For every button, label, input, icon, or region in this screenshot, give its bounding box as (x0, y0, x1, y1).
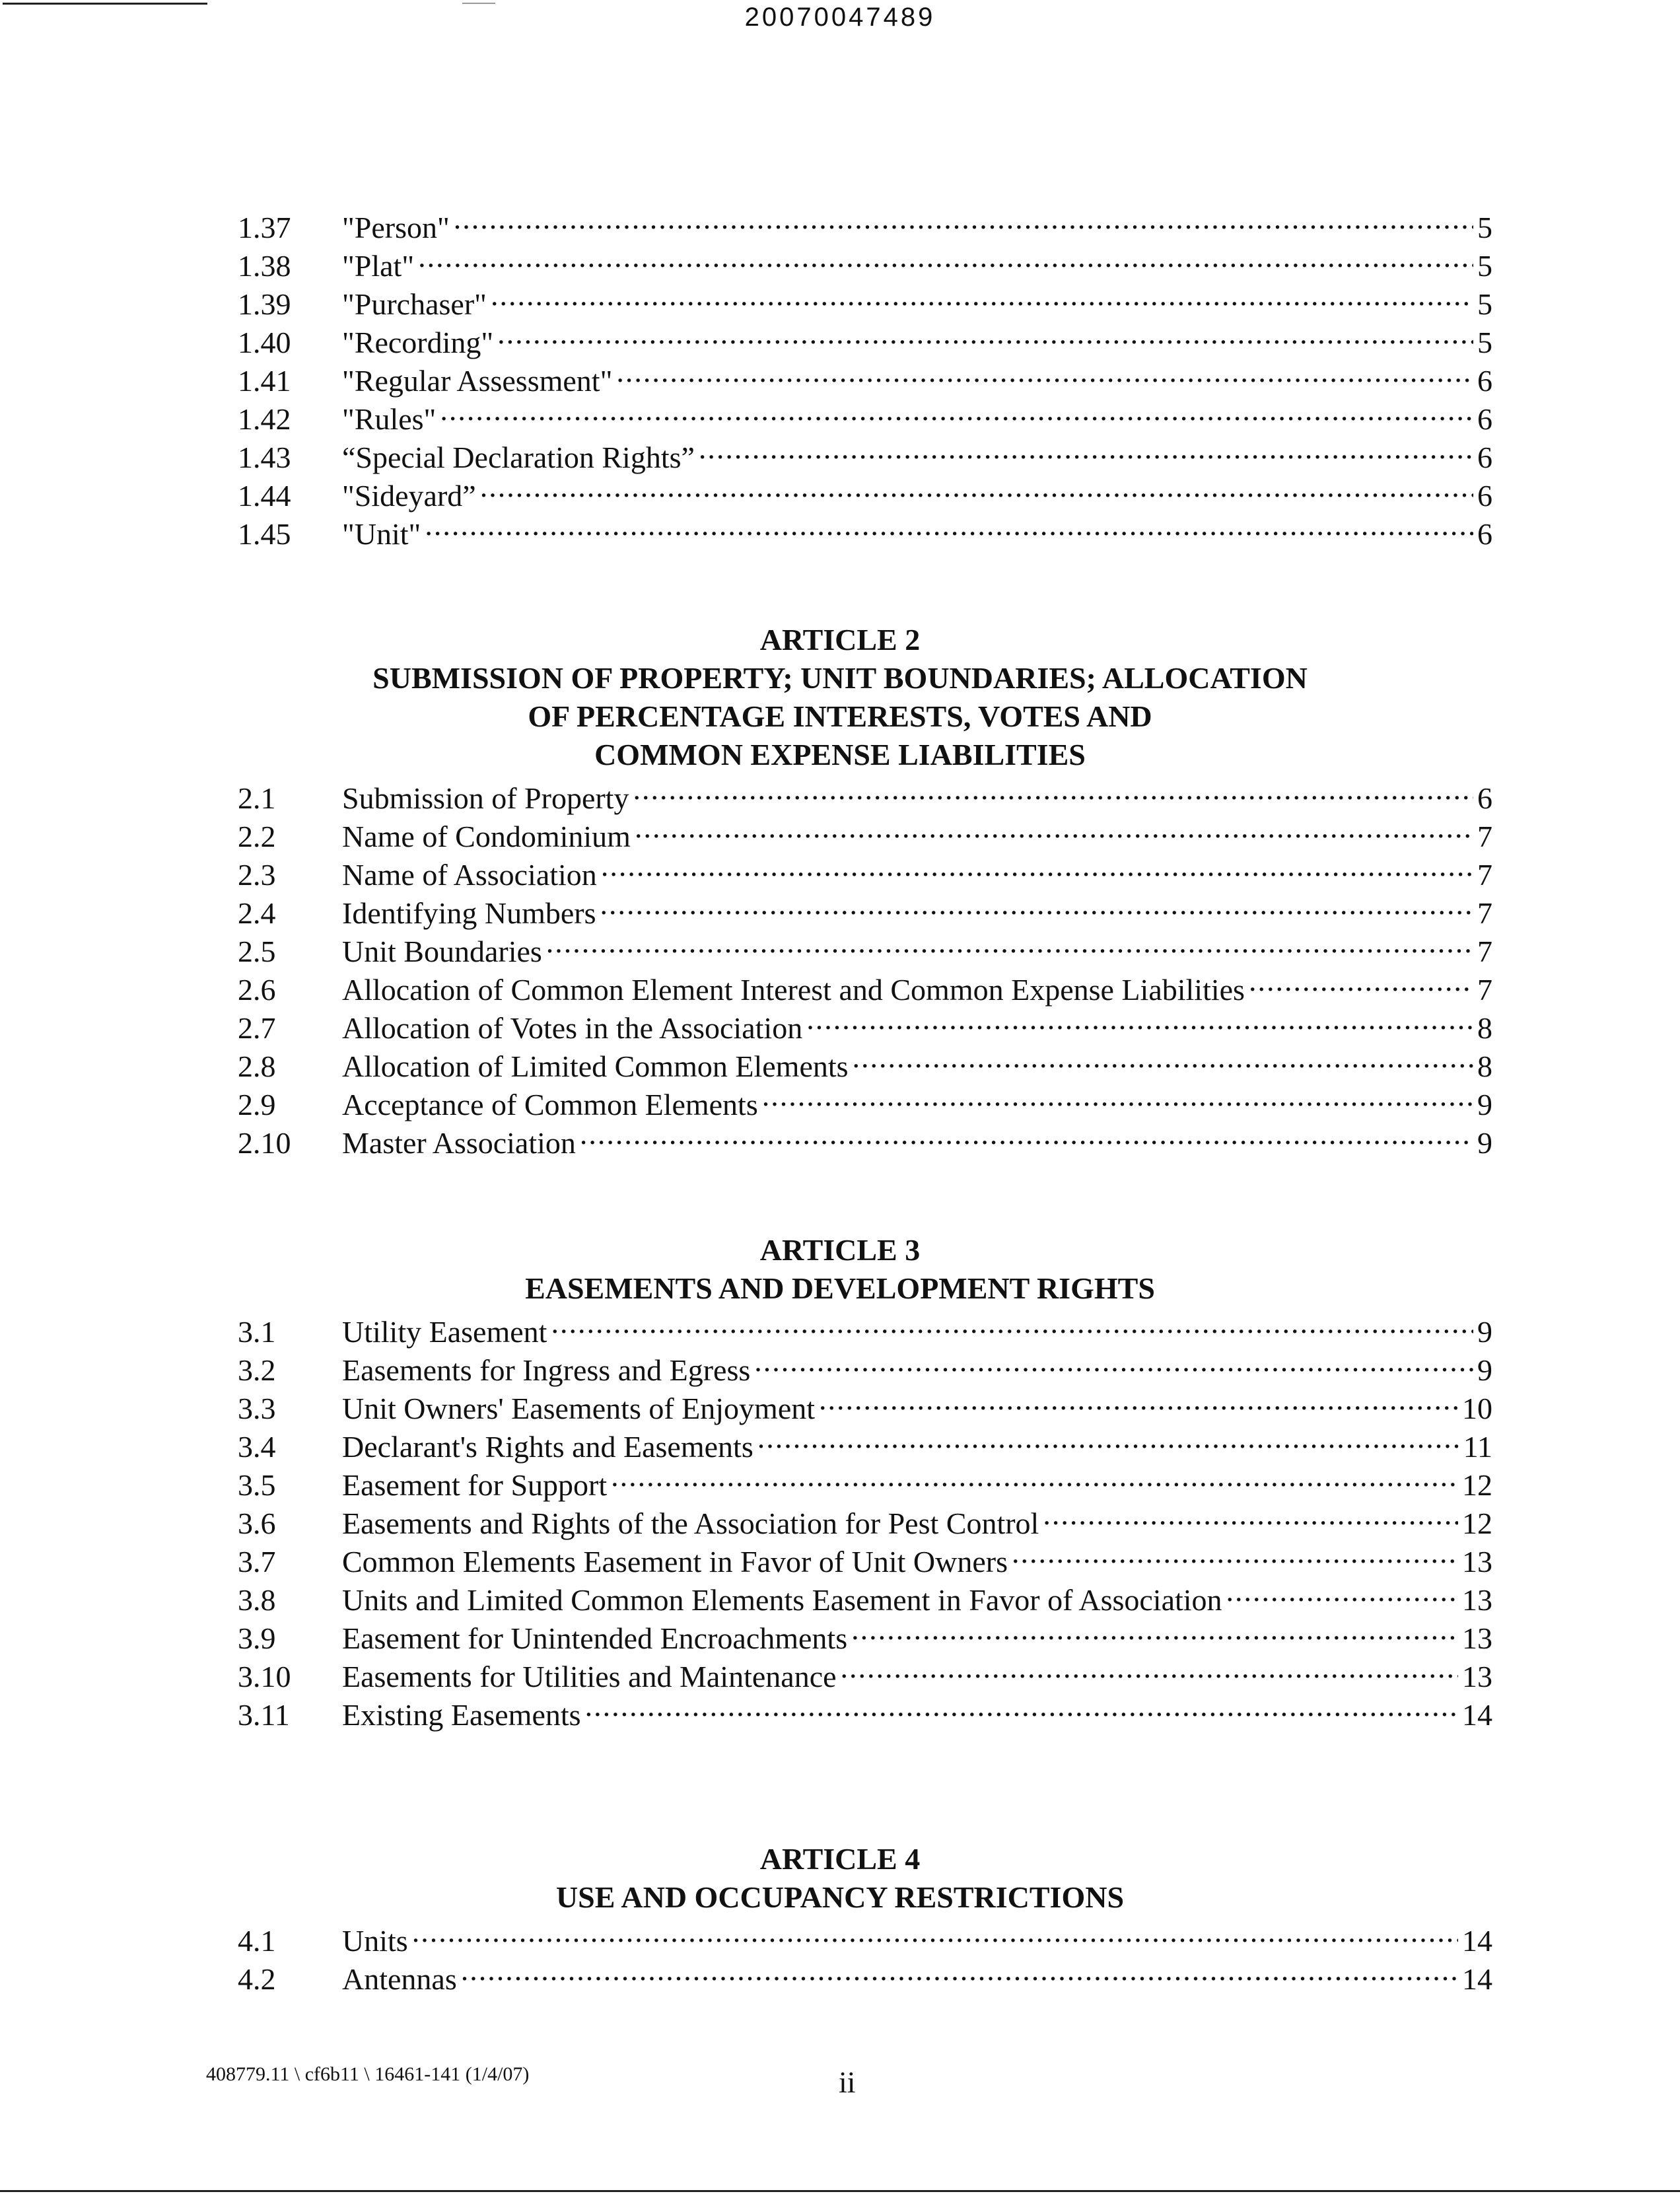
toc-entry-page: 8 (1477, 1049, 1492, 1083)
toc-section-article-3 (238, 1304, 1492, 1732)
toc-entry-title: Unit Owners' Easements of Enjoyment (342, 1392, 816, 1425)
toc-entry-number: 1.41 (238, 364, 291, 398)
toc-entry-title: Declarant's Rights and Easements (342, 1430, 753, 1464)
dot-leader (762, 1077, 1473, 1115)
toc-entry (238, 770, 1492, 815)
toc-entry-number: 2.3 (238, 858, 276, 892)
toc-entry-title: Units and Limited Common Elements Easement in Favor of Association (342, 1583, 1222, 1617)
toc-entry-title: Allocation of Limited Common Elements (342, 1049, 849, 1083)
toc-entry-page: 6 (1477, 402, 1492, 436)
toc-entry-number: 3.6 (238, 1507, 276, 1540)
dot-leader (546, 923, 1473, 962)
toc-entry-number: 2.8 (238, 1049, 276, 1083)
toc-entry-title: Common Elements Easement in Favor of Unit Owners (342, 1545, 1008, 1578)
toc-entry-number: 3.2 (238, 1353, 276, 1387)
toc-entry-title: "Regular Assessment" (342, 364, 613, 398)
toc-entry-title: Units (342, 1924, 408, 1958)
toc-entry-page: 6 (1477, 781, 1492, 815)
toc-entry-page: 5 (1477, 211, 1492, 244)
dot-leader (1012, 1534, 1458, 1572)
dot-leader (699, 429, 1473, 468)
toc-entry-page: 12 (1462, 1468, 1492, 1502)
toc-entry-number: 4.1 (238, 1924, 276, 1958)
footer-reference: 408779.11 \ cf6b11 \ 16461-141 (1/4/07) (206, 2063, 530, 2085)
dot-leader (480, 468, 1473, 506)
scan-artifact-line (0, 2190, 1680, 2192)
toc-entry-page: 7 (1477, 896, 1492, 930)
toc-entry-number: 3.8 (238, 1583, 276, 1617)
toc-section-article-4 (238, 1913, 1492, 1996)
toc-entry-number: 3.5 (238, 1468, 276, 1502)
toc-section-article-2 (238, 770, 1492, 1160)
dot-leader (1249, 962, 1473, 1000)
toc-entry-number: 3.3 (238, 1392, 276, 1425)
toc-entry-number: 2.10 (238, 1126, 291, 1160)
toc-entry-page: 13 (1462, 1545, 1492, 1578)
toc-entry-page: 13 (1462, 1660, 1492, 1693)
toc-entry-page: 13 (1462, 1583, 1492, 1617)
toc-entry-number: 4.2 (238, 1962, 276, 1996)
toc-entry-number: 2.1 (238, 781, 276, 815)
toc-entry-page: 10 (1462, 1392, 1492, 1425)
toc-entry (238, 238, 1492, 283)
toc-entry-title: Unit Boundaries (342, 935, 542, 968)
toc-entry-number: 2.4 (238, 896, 276, 930)
toc-entry-number: 2.2 (238, 820, 276, 853)
toc-entry-number: 2.5 (238, 935, 276, 968)
dot-leader (853, 1038, 1473, 1077)
toc-entry-title: Easement for Unintended Encroachments (342, 1621, 848, 1655)
toc-entry-number: 1.43 (238, 441, 291, 474)
toc-entry-page: 14 (1462, 1698, 1492, 1732)
dot-leader (580, 1115, 1473, 1153)
article-3-heading: ARTICLE 3 (759, 1233, 921, 1267)
toc-entry-number: 1.37 (238, 211, 291, 244)
dot-leader (851, 1610, 1458, 1648)
dot-leader (491, 276, 1473, 314)
toc-entry-number: 1.40 (238, 326, 291, 359)
dot-leader (616, 353, 1473, 391)
dot-leader (757, 1419, 1459, 1457)
document-number: 20070047489 (744, 3, 936, 32)
toc-entry-page: 6 (1477, 364, 1492, 398)
toc-entry (238, 1304, 1492, 1349)
toc-entry-number: 2.7 (238, 1011, 276, 1045)
dot-leader (635, 808, 1473, 847)
toc-entry-page: 12 (1462, 1507, 1492, 1540)
toc-section-article-1 (238, 199, 1492, 551)
toc-entry-title: Easements and Rights of the Association for Pest Control (342, 1507, 1039, 1540)
toc-entry-number: 2.6 (238, 973, 276, 1007)
toc-entry-number: 3.11 (238, 1698, 290, 1732)
toc-entry-page: 5 (1477, 326, 1492, 359)
dot-leader (633, 770, 1473, 808)
toc-entry-title: "Plat" (342, 249, 415, 283)
article-4-subheading: USE AND OCCUPANCY RESTRICTIONS (555, 1880, 1125, 1914)
dot-leader (611, 1457, 1458, 1495)
toc-entry-title: "Rules" (342, 402, 437, 436)
toc-entry-title: Allocation of Common Element Interest and Common Expense Liabilities (342, 973, 1245, 1007)
toc-entry-title: "Sideyard” (342, 479, 476, 513)
toc-entry-title: Acceptance of Common Elements (342, 1088, 758, 1121)
toc-entry-number: 1.42 (238, 402, 291, 436)
dot-leader (418, 238, 1473, 276)
dot-leader (412, 1913, 1458, 1951)
dot-leader (425, 506, 1473, 544)
toc-entry-page: 13 (1462, 1621, 1492, 1655)
toc-entry-page: 5 (1477, 287, 1492, 321)
dot-leader (754, 1342, 1473, 1380)
dot-leader (600, 885, 1473, 923)
dot-leader (601, 847, 1473, 885)
toc-entry-page: 9 (1477, 1315, 1492, 1349)
toc-entry-number: 1.44 (238, 479, 291, 513)
dot-leader (551, 1304, 1473, 1342)
dot-leader (1043, 1495, 1458, 1534)
dot-leader (440, 391, 1473, 429)
toc-entry-title: Antennas (342, 1962, 457, 1996)
toc-entry-title: Name of Condominium (342, 820, 631, 853)
dot-leader (497, 314, 1473, 353)
toc-entry-page: 7 (1477, 935, 1492, 968)
toc-entry (238, 1951, 1492, 1996)
dot-leader (461, 1951, 1458, 1989)
dot-leader (841, 1648, 1458, 1687)
article-2-subheading: COMMON EXPENSE LIABILITIES (594, 738, 1086, 771)
toc-entry (238, 1913, 1492, 1958)
toc-entry-title: Identifying Numbers (342, 896, 596, 930)
toc-entry-title: Name of Association (342, 858, 597, 892)
toc-entry-title: Master Association (342, 1126, 576, 1160)
toc-entry-title: Easements for Utilities and Maintenance (342, 1660, 837, 1693)
toc-entry-number: 1.39 (238, 287, 291, 321)
toc-entry-number: 3.10 (238, 1660, 291, 1693)
toc-entry-page: 5 (1477, 249, 1492, 283)
toc-entry-page: 7 (1477, 820, 1492, 853)
toc-entry-title: Easements for Ingress and Egress (342, 1353, 751, 1387)
toc-entry-page: 14 (1462, 1924, 1492, 1958)
toc-entry-page: 6 (1477, 517, 1492, 551)
toc-entry-page: 9 (1477, 1353, 1492, 1387)
toc-entry-number: 3.1 (238, 1315, 276, 1349)
toc-entry-page: 6 (1477, 479, 1492, 513)
toc-entry (238, 276, 1492, 321)
article-2-subheading: SUBMISSION OF PROPERTY; UNIT BOUNDARIES; ALLOCATION (372, 661, 1308, 695)
toc-entry (238, 506, 1492, 551)
toc-entry-title: Utility Easement (342, 1315, 547, 1349)
dot-leader (819, 1380, 1458, 1419)
article-3-subheading: EASEMENTS AND DEVELOPMENT RIGHTS (525, 1271, 1155, 1305)
toc-entry-number: 3.7 (238, 1545, 276, 1578)
toc-entry-title: Submission of Property (342, 781, 629, 815)
toc-entry-title: Existing Easements (342, 1698, 581, 1732)
toc-entry-page: 7 (1477, 973, 1492, 1007)
toc-entry-title: "Person" (342, 211, 450, 244)
footer-page-number: ii (839, 2065, 856, 2099)
toc-entry-page: 8 (1477, 1011, 1492, 1045)
dot-leader (585, 1687, 1458, 1725)
toc-entry-number: 2.9 (238, 1088, 276, 1121)
toc-entry-number: 1.38 (238, 249, 291, 283)
toc-entry-title: "Recording" (342, 326, 494, 359)
toc-entry-page: 9 (1477, 1088, 1492, 1121)
article-2-subheading: OF PERCENTAGE INTERESTS, VOTES AND (528, 699, 1152, 733)
dot-leader (806, 1000, 1473, 1038)
toc-entry (238, 199, 1492, 244)
article-4-heading: ARTICLE 4 (759, 1842, 921, 1876)
toc-entry-title: "Purchaser" (342, 287, 487, 321)
dot-leader (454, 199, 1473, 238)
toc-entry-page: 6 (1477, 441, 1492, 474)
toc-entry-title: Easement for Support (342, 1468, 608, 1502)
article-2-heading: ARTICLE 2 (759, 623, 921, 656)
toc-entry-title: "Unit" (342, 517, 421, 551)
dot-leader (1226, 1572, 1458, 1610)
toc-entry-page: 11 (1463, 1430, 1492, 1464)
toc-entry-number: 1.45 (238, 517, 291, 551)
toc-entry-title: Allocation of Votes in the Association (342, 1011, 803, 1045)
toc-entry-page: 7 (1477, 858, 1492, 892)
toc-entry-number: 3.9 (238, 1621, 276, 1655)
toc-entry-number: 3.4 (238, 1430, 276, 1464)
toc-entry-title: “Special Declaration Rights” (342, 441, 695, 474)
toc-entry-page: 9 (1477, 1126, 1492, 1160)
toc-entry-page: 14 (1462, 1962, 1492, 1996)
